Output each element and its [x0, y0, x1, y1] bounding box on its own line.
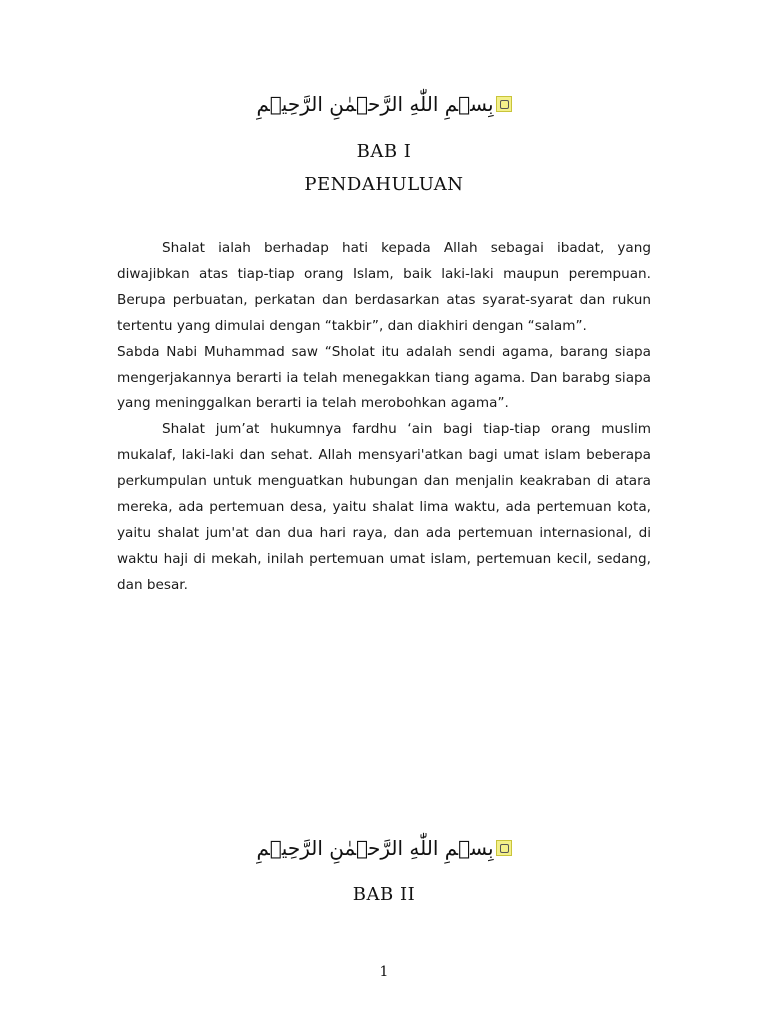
page-number: 1	[379, 964, 389, 980]
embedded-object-icon	[496, 840, 512, 856]
embedded-object-icon	[496, 96, 512, 112]
paragraph: Shalat jum’at hukumnya fardhu ‘ain bagi tiap-tiap orang muslim mukalaf, laki-laki dan sehat. Allah mensyari'atkan bagi umat islam beberapa perkumpulan untuk menguatkan hubungan dan menjalin keakraban di atara mereka, ada pertemuan desa, yaitu shalat lima waktu, ada pertemuan kota, yaitu shalat jum'at dan dua hari raya, dan ada pertemuan internasional, di waktu haji di mekah, inilah pertemuan umat islam, pertemuan kecil, sedang, dan besar.	[117, 421, 651, 593]
basmala-heading	[0, 92, 768, 116]
paragraph: Sabda Nabi Muhammad saw “Sholat itu adalah sendi agama, barang siapa mengerjakannya berarti ia telah menegakkan tiang agama. Dan barabg siapa yang meninggalkan berarti ia telah merobohkan agama”.	[117, 343, 651, 412]
basmala-text-2: بِسۡمِ اللّٰهِ الرَّحۡمٰنِ الرَّحِيۡمِ	[256, 836, 494, 860]
chapter-body	[117, 236, 651, 599]
basmala-text: بِسۡمِ اللّٰهِ الرَّحۡمٰنِ الرَّحِيۡمِ	[256, 92, 494, 116]
chapter-subtitle: PENDAHULUAN	[304, 174, 464, 195]
basmala-heading-2	[0, 836, 768, 860]
chapter-title: BAB I	[356, 141, 412, 162]
paragraph: Shalat ialah berhadap hati kepada Allah sebagai ibadat, yang diwajibkan atas tiap-tiap orang Islam, baik laki-laki maupun perempuan. Berupa perbuatan, perkatan dan berdasarkan atas syarat-syarat dan rukun tertentu yang dimulai dengan “takbir”, dan diakhiri dengan “salam”.	[117, 240, 651, 334]
chapter-2-title: BAB II	[352, 884, 416, 905]
